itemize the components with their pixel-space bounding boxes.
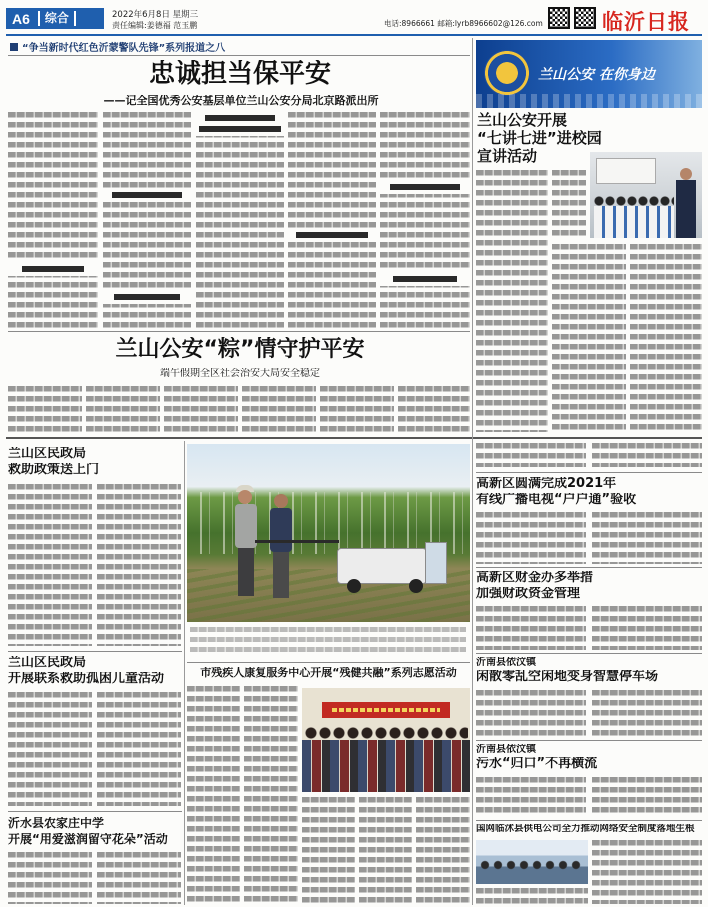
officer-head [680, 168, 692, 180]
campus-body-column [630, 244, 702, 432]
photo-caption [190, 627, 466, 657]
farmer-head [238, 490, 252, 504]
lead-subheading [103, 188, 191, 202]
festival-body-column [242, 386, 316, 432]
lead-body-column [8, 112, 98, 328]
truck-wheel [409, 579, 423, 593]
right-article-title-line: 高新区圆满完成2021年 [476, 477, 617, 491]
section-tag [6, 8, 104, 29]
contact-info: 电话:8966661 邮箱:lyrb8966602@126.com [384, 19, 543, 28]
left-article-title-line: 救助政策送上门 [8, 463, 100, 477]
right-body-column [592, 777, 702, 817]
campus-body-column [476, 170, 548, 432]
header-rule [6, 34, 702, 36]
left-body-column [97, 692, 181, 806]
volunteer-body-column [302, 797, 355, 904]
page-divider [6, 437, 702, 439]
article-rule [476, 567, 702, 568]
column-divider [472, 38, 473, 905]
left-body-column [97, 484, 181, 646]
crowd-heads [304, 726, 468, 740]
right-body-column [476, 512, 586, 564]
truck-wheel [347, 579, 361, 593]
meeting-attendees [480, 860, 584, 870]
right-body-column [592, 606, 702, 650]
festival-body-column [86, 386, 160, 432]
right-article-title: 污水“归口”不再横流 [476, 757, 598, 771]
lead-body-column [196, 112, 284, 328]
lead-article-title: 忠诚担当保平安 [148, 60, 331, 89]
issue-date: 2022年6月8日 星期三 [112, 10, 199, 20]
farmer-legs [238, 548, 254, 596]
festival-article-subtitle: 端午假期全区社会治安大局安全稳定 [160, 368, 320, 379]
student-heads [594, 196, 674, 206]
farmer-shirt [270, 508, 292, 552]
meeting-room-photo [476, 840, 588, 884]
volunteer-body-column [359, 797, 412, 904]
volunteer-body-column [416, 797, 470, 904]
lead-article-subtitle: ——记全国优秀公安基层单位兰山公安分局北京路派出所 [103, 95, 379, 107]
newspaper-logo: 临沂日报 [602, 9, 690, 34]
article-rule [476, 653, 702, 654]
volunteer-group-photo [302, 688, 470, 792]
whiteboard [596, 158, 656, 184]
right-body-column [592, 840, 702, 904]
left-body-column [8, 484, 92, 646]
lead-subheading [8, 262, 98, 276]
lead-subheading [380, 272, 470, 286]
festival-body-column [164, 386, 238, 432]
festival-body-column [320, 386, 394, 432]
right-body-column [476, 606, 586, 650]
campus-article-title-line: 兰山公安开展 [477, 112, 568, 129]
right-body-column [592, 512, 702, 564]
police-banner-image [476, 40, 702, 108]
volunteer-article-title: 市残疾人康复服务中心开展“残健共融”系列志愿活动 [200, 667, 457, 679]
lead-subheading [103, 290, 191, 304]
column-divider [184, 441, 185, 905]
left-article-title-line: 开展“用爱滋润留守花朵”活动 [8, 833, 168, 846]
volunteer-body-column [187, 686, 240, 904]
qr-code-icon [548, 7, 570, 29]
right-article-title-line: 有线广播电视“户户通”验收 [476, 493, 637, 507]
truck-cab [425, 542, 447, 584]
lead-subheading [380, 180, 470, 194]
article-rule [476, 472, 702, 473]
series-banner-text: “争当新时代红色沂蒙警队先锋”系列报道之八 [22, 43, 226, 54]
festival-article-title: 兰山公安“粽”情守护平安 [115, 337, 365, 362]
series-banner [10, 40, 225, 53]
right-article-title-line: 高新区财金办多举措 [476, 571, 594, 585]
lead-subheading [196, 122, 284, 136]
right-body-column [476, 777, 586, 817]
right-article-kicker: 沂南县依汶镇 [476, 744, 536, 755]
section-code: A6 [12, 10, 30, 27]
article-rule [187, 662, 470, 663]
right-body-column [476, 690, 586, 736]
festival-body-column [398, 386, 470, 432]
water-hose [255, 540, 339, 543]
police-banner-text: 兰山公安 在你身边 [538, 67, 655, 83]
right-article-kicker: 沂南县依汶镇 [476, 657, 536, 668]
campus-body-column [552, 244, 626, 432]
campus-article-title-line: 宣讲活动 [477, 148, 538, 165]
campus-body-column [552, 170, 586, 238]
section-name: 综合 [38, 11, 76, 26]
left-body-column [8, 692, 92, 806]
campus-body-column [476, 443, 586, 467]
left-article-title-line: 兰山区民政局 [8, 447, 87, 461]
left-body-column [97, 852, 181, 904]
left-body-column [8, 852, 92, 904]
campus-body-column [592, 443, 702, 467]
article-rule [476, 740, 702, 741]
skyline-decoration [476, 94, 702, 108]
article-rule [8, 811, 182, 812]
farmer-legs [273, 552, 289, 598]
farmers-field-photo [187, 444, 470, 622]
officer-uniform [676, 180, 696, 238]
qr-code-icon [574, 7, 596, 29]
article-rule [476, 820, 702, 821]
left-article-title-line: 沂水县农家庄中学 [8, 817, 105, 830]
volunteer-body-column [244, 686, 298, 904]
lead-subheading [288, 228, 376, 242]
series-rule [8, 55, 470, 56]
lead-body-column [288, 112, 376, 328]
right-article-title: 国网临沭县供电公司全力推动网络安全制度落地生根 [476, 824, 695, 834]
right-body-column [592, 690, 702, 736]
police-badge-icon [484, 50, 530, 96]
student-uniforms [594, 206, 674, 238]
right-article-title: 闲散零乱空闲地变身智慧停车场 [476, 670, 659, 684]
right-article-title-line: 加强财政资金管理 [476, 587, 581, 601]
farmer-shirt [235, 504, 257, 548]
banner-lettering [332, 708, 440, 712]
lead-body-column [380, 112, 470, 328]
article-rule [8, 651, 182, 652]
crowd-clothing [302, 740, 470, 792]
editors-credit: 责任编辑:姜德福 范玉鹏 [112, 21, 198, 30]
students-police-photo [590, 152, 702, 238]
campus-article-title-line: “七讲七进”进校园 [477, 130, 602, 147]
right-body-column [476, 888, 588, 904]
left-article-title-line: 开展联系救助孤困儿童活动 [8, 672, 165, 686]
section-rule [8, 331, 470, 332]
farmer-head [274, 494, 288, 508]
square-bullet-icon [10, 43, 18, 51]
left-article-title-line: 兰山区民政局 [8, 656, 87, 670]
festival-body-column [8, 386, 82, 432]
